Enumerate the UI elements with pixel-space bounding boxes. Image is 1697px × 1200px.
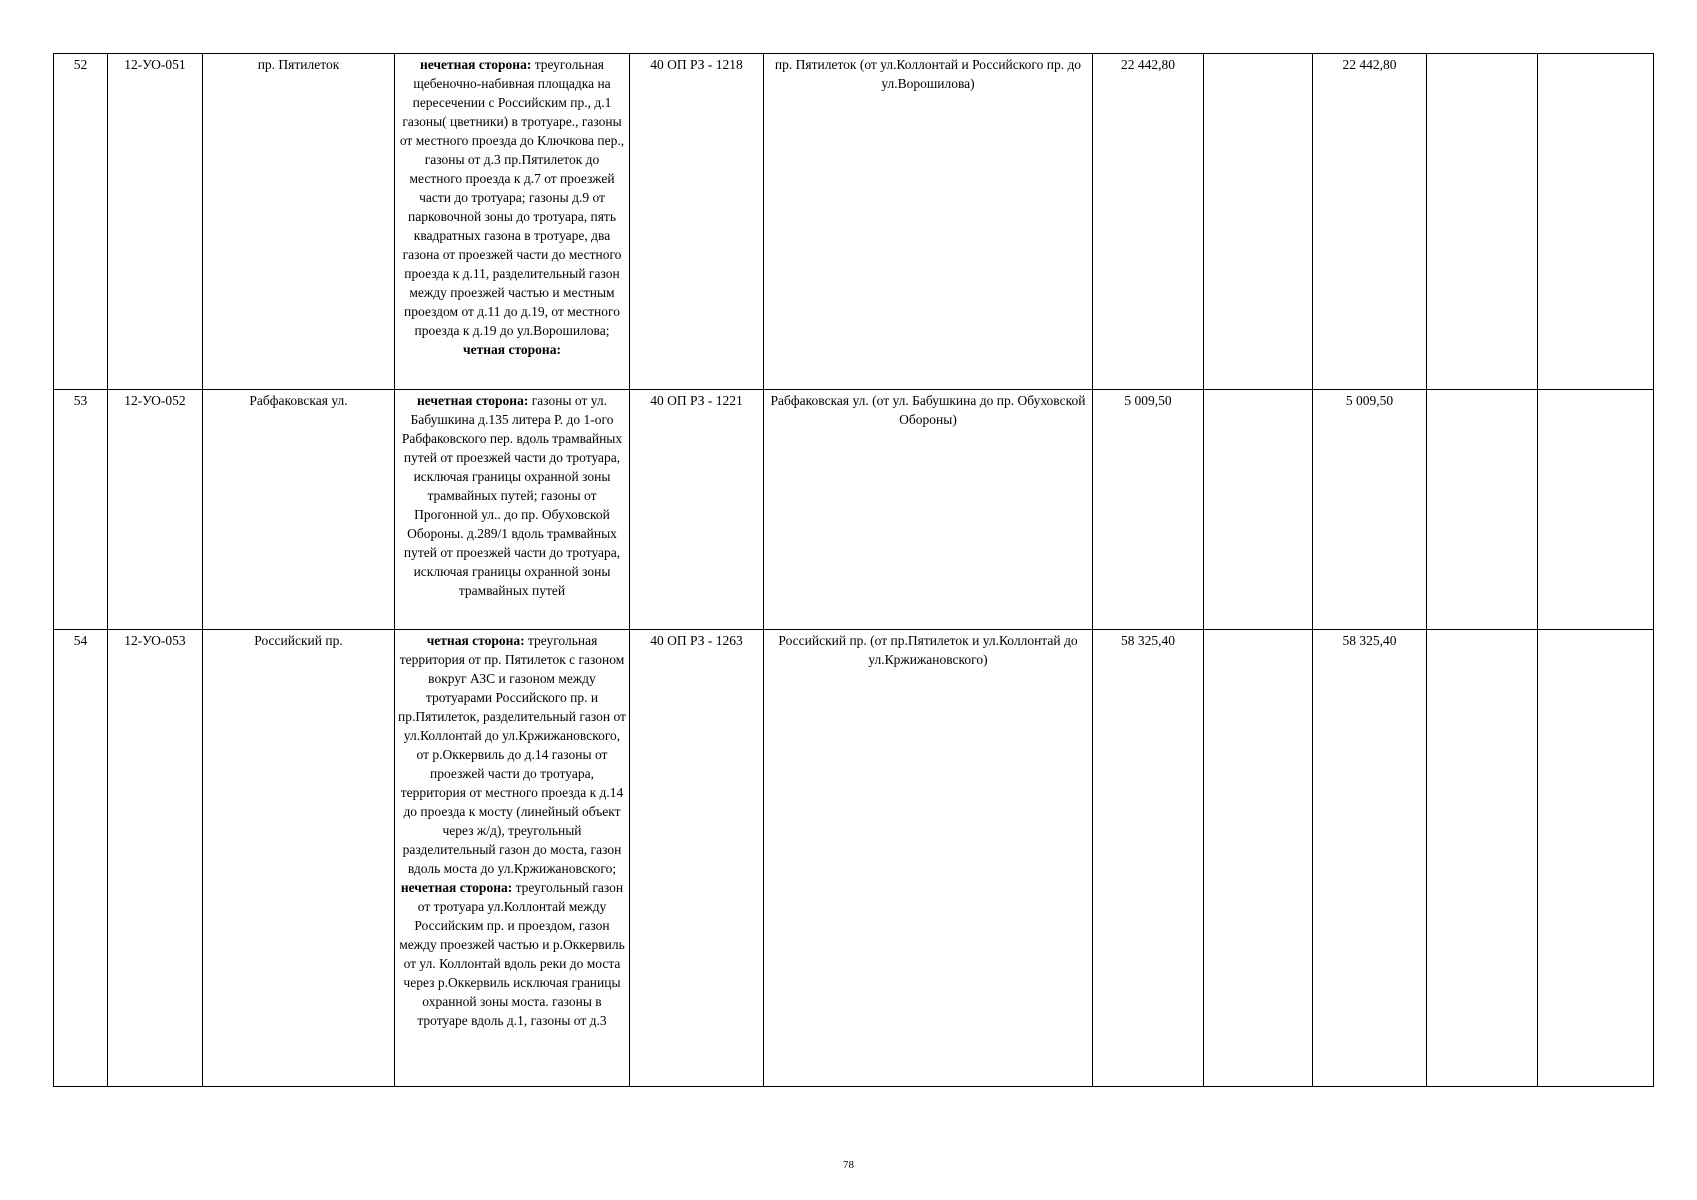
description-text: треугольная щебеночно-набивная площадка на пересечении с Российским пр., д.1 газоны( цветники) в тротуаре., газоны от местного проезда до Ключкова пер., газоны от д.3 пр.Пятилеток до местного проезда к д.7 от проезжей части до тротуара; газоны д.9 от парковочной зоны до тротуара, пять квадратных газона в тротуаре, два газона от проезжей части до местного проезда к д.11, разделительный газон между проезжей частью и местным проездом от д.11 до д.19, от местного проезда к д.19 до ул.Ворошилова; [399, 57, 625, 338]
total-value: 5 009,50 [1313, 390, 1427, 630]
description-text: газоны от ул. Бабушкина д.135 литера Р. до 1-ого Рабфаковского пер. вдоль трамвайных путей от проезжей части до тротуара, исключая границы охранной зоны трамвайных путей; газоны от Прогонной ул.. до пр. Обуховской Обороны. д.289/1 вдоль трамвайных путей от проезжей части до тротуара, исключая границы охранной зоны трамвайных путей [401, 393, 623, 598]
area-value: 22 442,80 [1093, 54, 1204, 390]
object-name: Российский пр. [203, 630, 395, 1087]
table-row [54, 390, 1654, 630]
description-text: треугольный газон от тротуара ул.Коллонтай между Российским пр. и проездом, газон между проезжей частью и р.Оккервиль от ул. Коллонтай вдоль реки до моста через р.Оккервиль исключая границы охранной зоны моста. газоны в тротуаре вдоль д.1, газоны от д.3 [399, 880, 625, 1028]
side-label: четная сторона: [426, 633, 525, 648]
total-value: 22 442,80 [1313, 54, 1427, 390]
object-name: Рабфаковская ул. [203, 390, 395, 630]
empty-cell [1538, 630, 1654, 1087]
document-table [53, 53, 1654, 1087]
object-description [395, 630, 630, 1087]
side-label: нечетная сторона: [400, 880, 513, 895]
table-row [54, 630, 1654, 1087]
registry-number: 40 ОП РЗ - 1221 [630, 390, 764, 630]
empty-cell [1427, 630, 1538, 1087]
object-code: 12-УО-052 [108, 390, 203, 630]
empty-cell [1427, 54, 1538, 390]
registry-number: 40 ОП РЗ - 1263 [630, 630, 764, 1087]
object-name: пр. Пятилеток [203, 54, 395, 390]
side-label: нечетная сторона: [416, 393, 529, 408]
object-description [395, 390, 630, 630]
empty-cell [1427, 390, 1538, 630]
total-value: 58 325,40 [1313, 630, 1427, 1087]
side-label: нечетная сторона: [419, 57, 532, 72]
empty-cell [1538, 390, 1654, 630]
registry-number: 40 ОП РЗ - 1218 [630, 54, 764, 390]
page-number: 78 [843, 1159, 854, 1171]
area-value: 58 325,40 [1093, 630, 1204, 1087]
object-code: 12-УО-053 [108, 630, 203, 1087]
description-text: треугольная территория от пр. Пятилеток с газоном вокруг АЗС и газоном между тротуарами Российского пр. и пр.Пятилеток, разделительный газон от ул.Коллонтай до ул.Кржижановского, от р.Оккервиль до д.14 газоны от проезжей части до тротуара, территория от местного проезда к д.14 до проезда к мосту (линейный объект через ж/д), треугольный разделительный газон до моста, газон вдоль моста до ул.Кржижановского; [398, 633, 626, 876]
road-name: Российский пр. (от пр.Пятилеток и ул.Коллонтай до ул.Кржижановского) [764, 630, 1093, 1087]
row-number: 52 [54, 54, 108, 390]
empty-cell [1204, 54, 1313, 390]
row-number: 54 [54, 630, 108, 1087]
side-label: четная сторона: [463, 342, 561, 357]
row-number: 53 [54, 390, 108, 630]
object-description [395, 54, 630, 390]
empty-cell [1204, 390, 1313, 630]
empty-cell [1538, 54, 1654, 390]
road-name: Рабфаковская ул. (от ул. Бабушкина до пр. Обуховской Обороны) [764, 390, 1093, 630]
empty-cell [1204, 630, 1313, 1087]
object-code: 12-УО-051 [108, 54, 203, 390]
area-value: 5 009,50 [1093, 390, 1204, 630]
road-name: пр. Пятилеток (от ул.Коллонтай и Российского пр. до ул.Ворошилова) [764, 54, 1093, 390]
table-row [54, 54, 1654, 390]
